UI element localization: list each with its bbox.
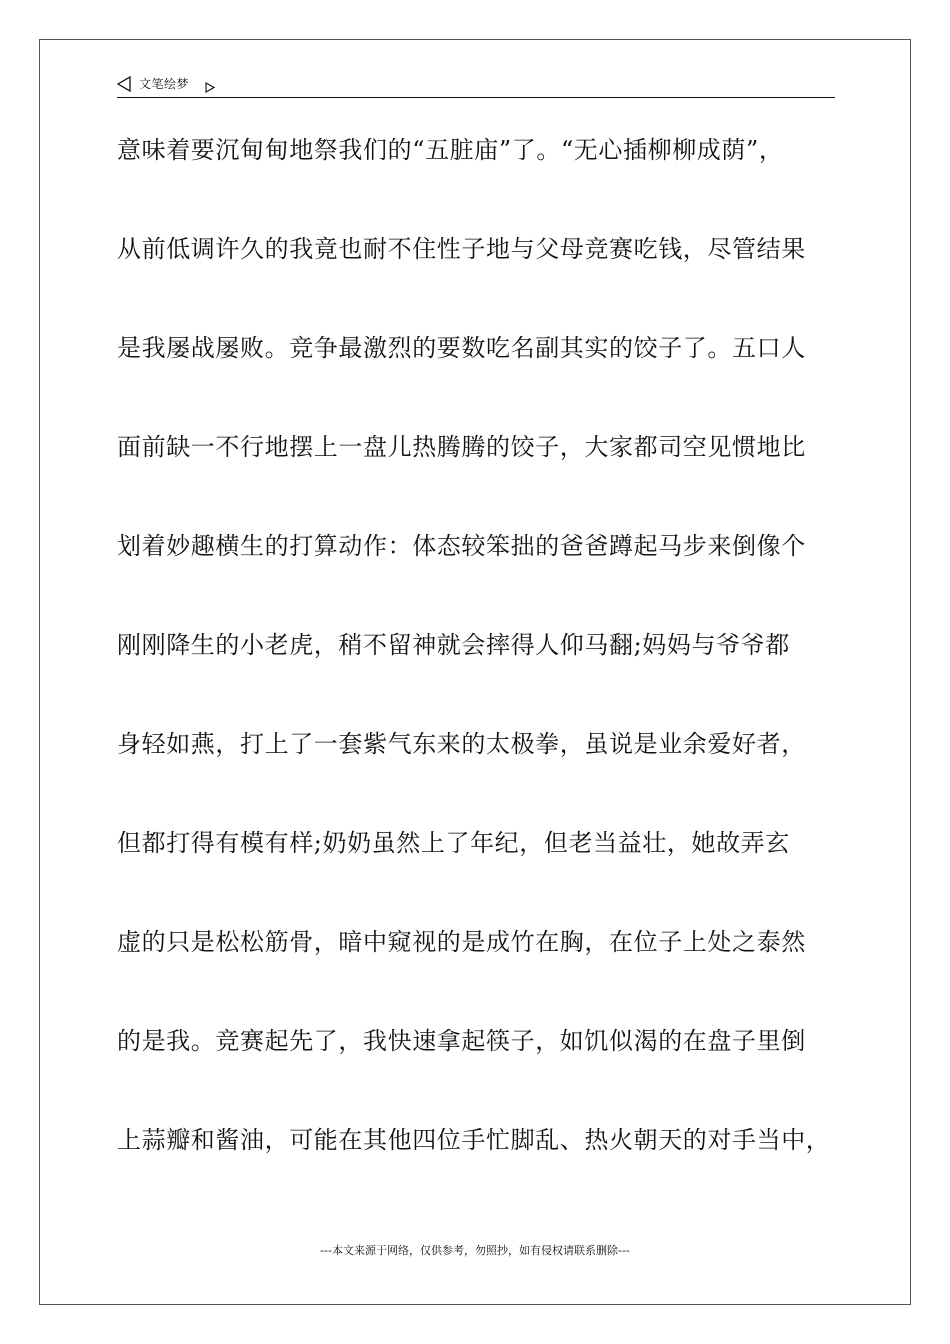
text-line: 上蒜瓣和酱油，可能在其他四位手忙脚乱、热火朝天的对手当中， (117, 1126, 831, 1154)
text-line: 刚刚降生的小老虎，稍不留神就会摔得人仰马翻;妈妈与爷爷都 (117, 631, 790, 659)
text-line: 面前缺一不行地摆上一盘儿热腾腾的饺子，大家都司空见惯地比 (117, 433, 806, 461)
page-header (117, 70, 835, 98)
footer-disclaimer: ---本文来源于网络，仅供参考，勿照抄，如有侵权请联系删除--- (320, 1244, 630, 1257)
header-title: 文笔绘梦 (139, 77, 190, 91)
body-text (117, 130, 847, 1219)
text-line: 虚的只是松松筋骨，暗中窥视的是成竹在胸，在位子上处之泰然 (117, 928, 806, 956)
text-line: 从前低调许久的我竟也耐不住性子地与父母竞赛吃钱，尽管结果 (117, 235, 806, 263)
triangle-right-icon (205, 78, 215, 89)
text-line: 划着妙趣横生的打算动作：体态较笨拙的爸爸蹲起马步来倒像个 (117, 532, 806, 560)
text-line: 身轻如燕，打上了一套紫气东来的太极拳，虽说是业余爱好者， (117, 730, 806, 758)
text-line: 意味着要沉甸甸地祭我们的“五脏庙”了。“无心插柳柳成荫”， (117, 136, 784, 164)
text-line: 的是我。竞赛起先了，我快速拿起筷子，如饥似渴的在盘子里倒 (117, 1027, 806, 1055)
triangle-left-icon (117, 76, 131, 92)
text-line: 是我屡战屡败。竞争最激烈的要数吃名副其实的饺子了。五口人 (117, 334, 806, 362)
text-line: 但都打得有模有样;奶奶虽然上了年纪，但老当益壮，她故弄玄 (117, 829, 790, 857)
